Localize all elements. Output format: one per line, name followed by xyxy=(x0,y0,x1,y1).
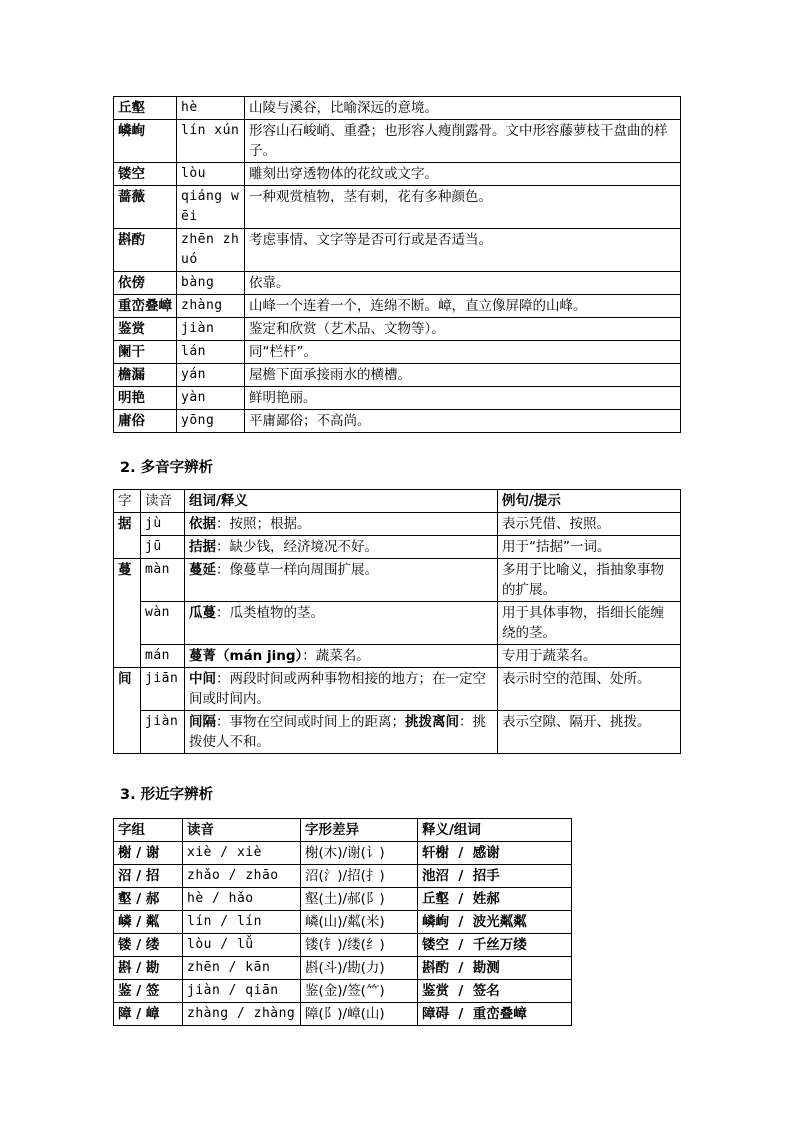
similar-group: 斟 / 勘 xyxy=(114,957,183,980)
vocab-meaning: 平庸鄙俗；不高尚。 xyxy=(245,410,681,433)
header-group: 字组 xyxy=(114,819,183,842)
polyphone-reading: màn xyxy=(141,559,185,602)
polyphone-row xyxy=(114,602,681,645)
polyphone-def: ：像蔓草一样向周围扩展。 xyxy=(216,562,378,578)
polyphone-reading: mán xyxy=(141,645,185,668)
vocab-row xyxy=(114,272,681,295)
separator: / xyxy=(449,914,473,930)
vocab-pinyin: yàn xyxy=(177,387,245,410)
polyphone-term: 瓜蔓 xyxy=(189,605,216,621)
polyphone-hint: 表示时空的范围、处所。 xyxy=(498,668,681,711)
polyphone-hint: 用于“拮据”一词。 xyxy=(498,536,681,559)
similar-words xyxy=(418,1003,572,1026)
polyphone-row xyxy=(114,536,681,559)
vocab-meaning: 考虑事情、文字等是否可行或是否适当。 xyxy=(245,229,681,272)
vocab-word: 镂空 xyxy=(114,163,177,186)
similar-reading: zhǎo / zhāo xyxy=(183,865,301,888)
similar-word-2: 勘测 xyxy=(472,960,500,976)
vocab-pinyin: jiàn xyxy=(177,318,245,341)
polyphone-def: ：瓜类植物的茎。 xyxy=(216,605,324,621)
similar-diff: 障(阝)/嶂(山) xyxy=(301,1003,418,1026)
similar-group: 镂 / 缕 xyxy=(114,934,183,957)
polyphone-reading: jù xyxy=(141,513,185,536)
polyphone-row xyxy=(114,513,681,536)
table-header-row xyxy=(114,490,681,513)
separator: / xyxy=(449,845,473,861)
similar-group: 沼 / 招 xyxy=(114,865,183,888)
similar-word-2: 感谢 xyxy=(472,845,500,861)
section-2-title: 2. 多音字辨析 xyxy=(120,460,214,476)
separator: / xyxy=(449,937,473,953)
similar-row xyxy=(114,957,572,980)
polyphone-term: 中间 xyxy=(189,671,216,687)
similar-diff: 鉴(金)/签(⺮) xyxy=(301,980,418,1003)
vocab-word: 嶙峋 xyxy=(114,120,177,163)
similar-word-1: 鉴赏 xyxy=(422,983,449,999)
vocab-row xyxy=(114,295,681,318)
vocab-word: 鉴赏 xyxy=(114,318,177,341)
vocab-table xyxy=(113,96,681,433)
similar-diff: 沼(氵)/招(扌) xyxy=(301,865,418,888)
header-char: 字 xyxy=(114,490,141,513)
vocab-pinyin: zhēn zhuó xyxy=(177,229,245,272)
similar-reading: zhēn / kān xyxy=(183,957,301,980)
similar-word-1: 池沼 xyxy=(422,868,449,884)
polyphone-hint: 多用于比喻义，指抽象事物的扩展。 xyxy=(498,559,681,602)
vocab-meaning: 同“栏杆”。 xyxy=(245,341,681,364)
separator: / xyxy=(449,983,473,999)
vocab-word: 庸俗 xyxy=(114,410,177,433)
similar-words xyxy=(418,934,572,957)
polyphone-char: 据 xyxy=(114,513,141,559)
polyphone-definition xyxy=(185,711,498,754)
similar-row xyxy=(114,842,572,865)
similar-row xyxy=(114,865,572,888)
polyphone-row xyxy=(114,559,681,602)
vocab-pinyin: yán xyxy=(177,364,245,387)
similar-diff: 镂(钅)/缕(纟) xyxy=(301,934,418,957)
vocab-word: 斟酌 xyxy=(114,229,177,272)
vocab-row xyxy=(114,186,681,229)
polyphone-reading: jiān xyxy=(141,668,185,711)
polyphone-term: 依据 xyxy=(189,516,216,532)
vocab-word: 丘壑 xyxy=(114,97,177,120)
polyphone-hint: 表示凭借、按照。 xyxy=(498,513,681,536)
vocab-meaning: 依靠。 xyxy=(245,272,681,295)
vocab-pinyin: qiáng wēi xyxy=(177,186,245,229)
vocab-pinyin: zhàng xyxy=(177,295,245,318)
vocab-word: 重峦叠嶂 xyxy=(114,295,177,318)
polyphone-hint: 专用于蔬菜名。 xyxy=(498,645,681,668)
similar-word-1: 障碍 xyxy=(422,1006,449,1022)
header-meaning: 释义/组词 xyxy=(418,819,572,842)
vocab-row xyxy=(114,387,681,410)
similar-word-1: 镂空 xyxy=(422,937,449,953)
similar-reading: hè / hǎo xyxy=(183,888,301,911)
similar-row xyxy=(114,934,572,957)
vocab-word: 明艳 xyxy=(114,387,177,410)
similar-reading: lòu / lǚ xyxy=(183,934,301,957)
similar-reading: xiè / xiè xyxy=(183,842,301,865)
similar-group: 壑 / 郝 xyxy=(114,888,183,911)
polyphone-term: 蔓延 xyxy=(189,562,216,578)
similar-row xyxy=(114,911,572,934)
vocab-row xyxy=(114,229,681,272)
similar-word-2: 招手 xyxy=(472,868,500,884)
similar-word-1: 轩榭 xyxy=(422,845,449,861)
similar-words xyxy=(418,980,572,1003)
similar-word-2: 签名 xyxy=(472,983,500,999)
header-hint: 例句/提示 xyxy=(498,490,681,513)
polyphone-definition xyxy=(185,668,498,711)
vocab-meaning: 雕刻出穿透物体的花纹或文字。 xyxy=(245,163,681,186)
similar-words xyxy=(418,865,572,888)
vocab-row xyxy=(114,163,681,186)
similar-reading: lín / lín xyxy=(183,911,301,934)
polyphone-table xyxy=(113,489,681,754)
similar-word-1: 丘壑 xyxy=(422,891,449,907)
vocab-meaning: 山峰一个连着一个，连绵不断。嶂，直立像屏障的山峰。 xyxy=(245,295,681,318)
polyphone-def: ：按照；根据。 xyxy=(216,516,311,532)
header-reading: 读音 xyxy=(183,819,301,842)
polyphone-term: 拮据 xyxy=(189,539,216,555)
polyphone-row xyxy=(114,668,681,711)
similar-words xyxy=(418,957,572,980)
vocab-row xyxy=(114,318,681,341)
vocab-meaning: 形容山石峻峭、重叠；也形容人瘦削露骨。文中形容藤萝枝干盘曲的样子。 xyxy=(245,120,681,163)
similar-words xyxy=(418,888,572,911)
header-reading: 读音 xyxy=(141,490,185,513)
polyphone-def: ：事物在空间或时间上的距离； xyxy=(216,714,405,730)
polyphone-definition xyxy=(185,513,498,536)
vocab-row xyxy=(114,364,681,387)
polyphone-term-2: 挑拨离间 xyxy=(405,714,459,730)
polyphone-hint: 用于具体事物，指细长能缠绕的茎。 xyxy=(498,602,681,645)
polyphone-definition xyxy=(185,559,498,602)
similar-diff: 嶙(山)/粼(米) xyxy=(301,911,418,934)
vocab-meaning: 鉴定和欣赏（艺术品、文物等）。 xyxy=(245,318,681,341)
similar-diff: 斟(斗)/勘(力) xyxy=(301,957,418,980)
vocab-word: 依傍 xyxy=(114,272,177,295)
similar-words xyxy=(418,911,572,934)
vocab-row xyxy=(114,120,681,163)
separator: / xyxy=(449,1006,473,1022)
vocab-pinyin: lín xún xyxy=(177,120,245,163)
similar-word-1: 斟酌 xyxy=(422,960,449,976)
similar-row xyxy=(114,888,572,911)
vocab-meaning: 一种观赏植物，茎有刺，花有多种颜色。 xyxy=(245,186,681,229)
vocab-meaning: 鲜明艳丽。 xyxy=(245,387,681,410)
separator: / xyxy=(449,868,473,884)
header-term: 组词/释义 xyxy=(185,490,498,513)
polyphone-char: 蔓 xyxy=(114,559,141,668)
polyphone-term: 间隔 xyxy=(189,714,216,730)
similar-diff: 壑(土)/郝(阝) xyxy=(301,888,418,911)
vocab-row xyxy=(114,410,681,433)
similar-group: 嶙 / 粼 xyxy=(114,911,183,934)
similar-group: 障 / 嶂 xyxy=(114,1003,183,1026)
vocab-word: 阑干 xyxy=(114,341,177,364)
polyphone-row xyxy=(114,645,681,668)
polyphone-def: ：缺少钱，经济境况不好。 xyxy=(216,539,378,555)
polyphone-reading: jiàn xyxy=(141,711,185,754)
similar-char-table xyxy=(113,818,572,1026)
similar-reading: zhàng / zhàng xyxy=(183,1003,301,1026)
polyphone-term: 蔓菁（mán jing） xyxy=(189,648,303,664)
table-header-row xyxy=(114,819,572,842)
polyphone-reading: wàn xyxy=(141,602,185,645)
similar-diff: 榭(木)/谢(讠) xyxy=(301,842,418,865)
vocab-meaning: 山陵与溪谷，比喻深远的意境。 xyxy=(245,97,681,120)
vocab-pinyin: lòu xyxy=(177,163,245,186)
polyphone-def-2: ：挑拨使人不和。 xyxy=(189,714,486,750)
vocab-word: 蔷薇 xyxy=(114,186,177,229)
vocab-pinyin: lán xyxy=(177,341,245,364)
similar-word-2: 姓郝 xyxy=(472,891,500,907)
vocab-meaning: 屋檐下面承接雨水的横槽。 xyxy=(245,364,681,387)
section-3-title: 3. 形近字辨析 xyxy=(120,787,214,803)
similar-words xyxy=(418,842,572,865)
vocab-pinyin: yōng xyxy=(177,410,245,433)
polyphone-def: ：两段时间或两种事物相接的地方；在一定空间或时间内。 xyxy=(189,671,486,707)
similar-word-2: 重峦叠嶂 xyxy=(472,1006,527,1022)
polyphone-def: ：蔬菜名。 xyxy=(302,648,370,664)
vocab-row xyxy=(114,97,681,120)
vocab-word: 檐漏 xyxy=(114,364,177,387)
polyphone-hint: 表示空隙、隔开、挑拨。 xyxy=(498,711,681,754)
polyphone-row xyxy=(114,711,681,754)
separator: / xyxy=(449,960,473,976)
similar-word-2: 波光粼粼 xyxy=(472,914,527,930)
similar-group: 鉴 / 签 xyxy=(114,980,183,1003)
vocab-row xyxy=(114,341,681,364)
similar-row xyxy=(114,1003,572,1026)
vocab-pinyin: bàng xyxy=(177,272,245,295)
polyphone-reading: jū xyxy=(141,536,185,559)
polyphone-definition xyxy=(185,602,498,645)
similar-row xyxy=(114,980,572,1003)
similar-word-1: 嶙峋 xyxy=(422,914,449,930)
polyphone-char: 间 xyxy=(114,668,141,754)
similar-word-2: 千丝万缕 xyxy=(472,937,527,953)
polyphone-definition xyxy=(185,536,498,559)
polyphone-definition xyxy=(185,645,498,668)
separator: / xyxy=(449,891,473,907)
similar-reading: jiàn / qiān xyxy=(183,980,301,1003)
vocab-pinyin: hè xyxy=(177,97,245,120)
similar-group: 榭 / 谢 xyxy=(114,842,183,865)
header-diff: 字形差异 xyxy=(301,819,418,842)
